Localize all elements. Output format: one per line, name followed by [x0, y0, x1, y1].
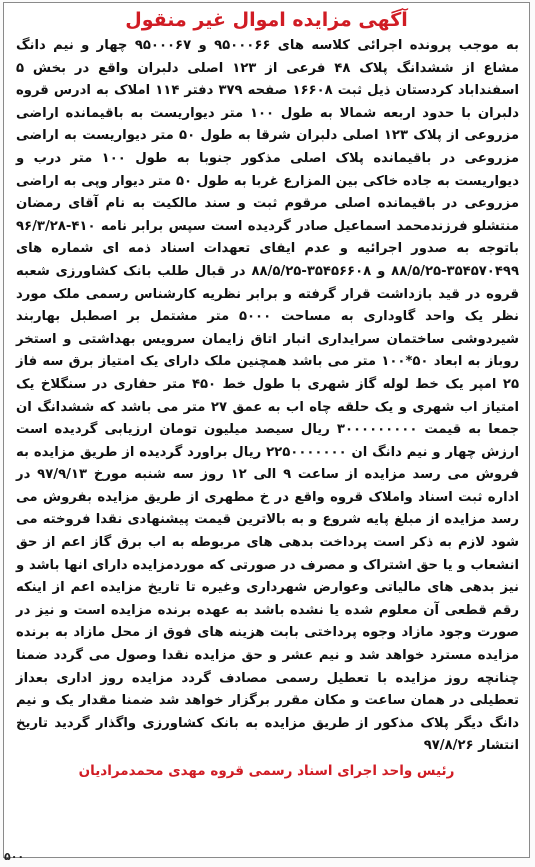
notice-signature: رئیس واحد اجرای اسناد رسمی قروه مهدی محمدمرادیان — [78, 763, 455, 779]
notice-title: آگهی مزایده اموال غیر منقول — [125, 9, 408, 31]
auction-notice — [3, 2, 530, 858]
notice-code: ۵۰۰ — [4, 850, 25, 863]
notice-body: به موجب پرونده اجرائی کلاسه های ۹۵۰۰۰۶۶ و ۹۵۰۰۰۶۷ چهار و نیم دانگ مشاع از ششدانگ پلاک ۴۸ فرعی از ۱۲۳ اصلی دلبران واقع در بخش ۵ اسفنداباد کردستان ذیل ثبت ۱۶۶۰۸ صفحه ۳۷۹ دفتر ۱۱۴ املاک به ادرس قروه دلبران با حدود اربعه شمالا به طول ۱۰۰ متر دیواریست به باقیمانده اراضی مزروعی از پلاک ۱۲۳ اصلی دلبران شرقا به طول ۵۰ متر دیواریست به اراضی مزروعی در باقیمانده پلاک اصلی مذکور جنوبا به طول ۱۰۰ متر درب و دیواریست به جاده خاکی بین المزارع غربا به طول ۵۰ متر دیوار وپی به اراضی مزروعی در باقیمانده اصلی مرقوم ثبت و سند مالکیت به نام آقای رمضان منتشلو فرزندمحمد اسماعیل صادر گردیده است سپس برابر نامه ۴۱۰-۹۶/۳/۲۸ باتوجه به صدور اجرائیه و عدم ایفای تعهدات اسناد ذمه ای شماره های ۳۵۴۵۷۰۴۹۹-۸۸/۵/۲۵ و ۳۵۴۵۶۶۰۸-۸۸/۵/۲۵ در قبال طلب بانک کشاورزی شعبه قروه در قید بازداشت قرار گرفته و برابر نظریه کارشناس رسمی ملک مورد نظر یک واحد گاوداری به مساحت ۵۰۰۰ متر مشتمل بر اصطبل بهاربند شیردوشی ساختمان سرایداری انبار اتاق زایمان سرویس بهداشتی و استخر روباز به ابعاد ۵۰*۱۰۰ متر می باشد همچنین ملک دارای یک امتیاز برق سه فاز ۲۵ امپر یک خط لوله گاز شهری با طول خط ۴۵۰ متر حفاری در سنگلاخ یک امتیاز اب شهری و یک حلقه چاه اب به عمق ۲۷ متر می باشد که ششدانگ ان جمعا به قیمت ۳۰۰۰۰۰۰۰۰۰ ریال سیصد میلیون تومان ارزیابی گردیده است ارزش چهار و نیم دانگ ان ۲۲۵۰۰۰۰۰۰۰ ریال براورد گردیده از طریق مزایده به فروش می رسد مزایده از ساعت ۹ الی ۱۲ روز سه شنبه مورخ ۹۷/۹/۱۳ در اداره ثبت اسناد واملاک قروه واقع در خ مطهری از طریق مزایده بفروش می رسد مزایده از مبلغ پایه شروع و به بالاترین قیمت پیشنهادی نقدا فروخته می شود لازم به ذکر است پرداخت بدهی های مربوطه به اب برق گاز اعم از حق انشعاب و یا حق اشتراک و مصرف در صورتی که موردمزایده دارای انها باشد و نیز بدهی های مالیاتی وعوارض شهرداری وغیره تا تاریخ مزایده اعم از اینکه رقم قطعی آن معلوم شده یا نشده باشد به عهده برنده مزایده است و نیز در صورت وجود مازاد وجوه پرداختی بابت هزینه های فوق از محل مازاد به برنده مزایده مسترد خواهد شد و نیم عشر و حق مزایده نقدا وصول می گردد ضمنا چنانچه روز مزایده با تعطیل رسمی مصادف گردد مزایده روز اداری بعداز تعطیلی در همان ساعت و مکان مقرر برگزار خواهد شد ضمنا مقدار یک و نیم دانگ دیگر پلاک مذکور از طریق مزایده به بانک کشاورزی واگذار گردید تاریخ انتشار ۹۷/۸/۲۶ — [16, 38, 520, 754]
